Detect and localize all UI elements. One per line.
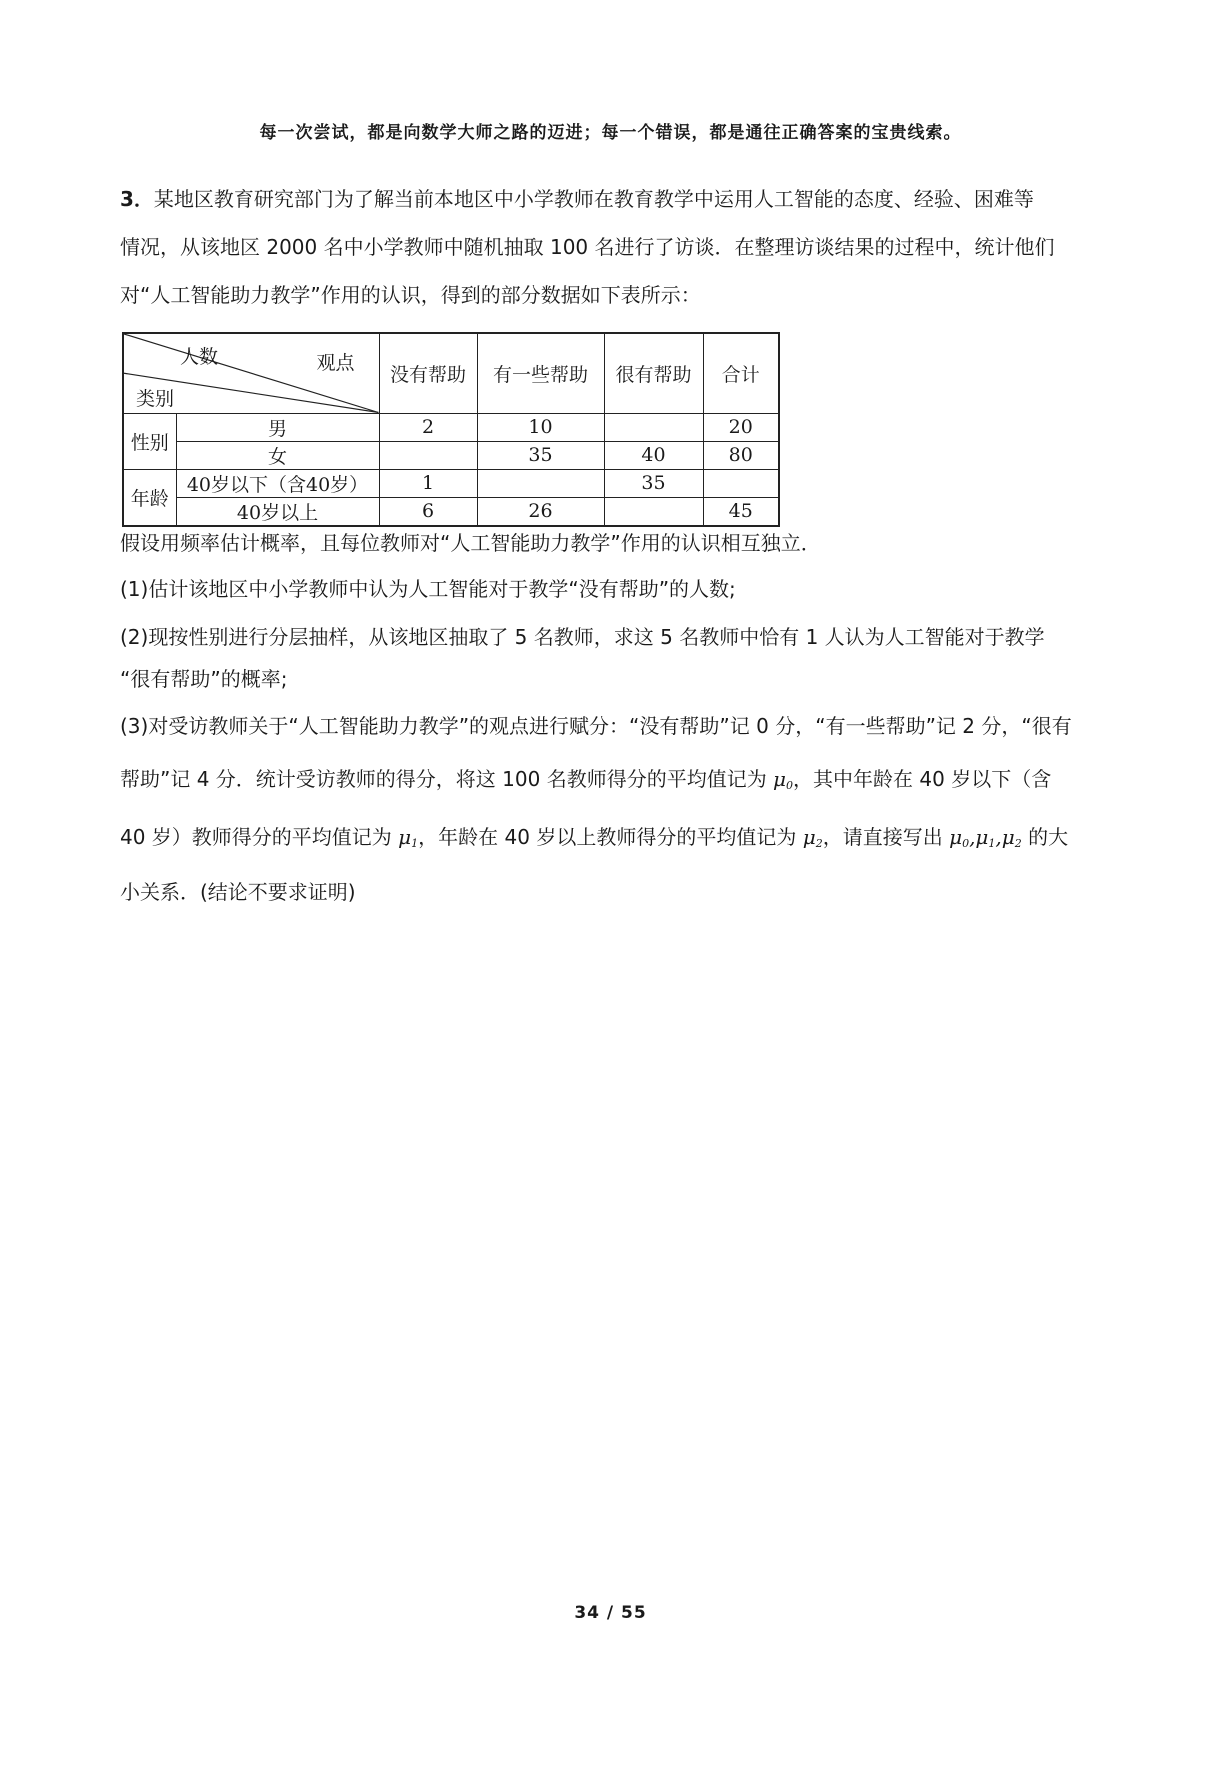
question-intro-line-1: 3．某地区教育研究部门为了解当前本地区中小学教师在教育教学中运用人工智能的态度、经验、困难等 bbox=[120, 187, 1034, 211]
part-1: (1)估计该地区中小学教师中认为人工智能对于教学“没有帮助”的人数; bbox=[120, 577, 736, 601]
cell: 80 bbox=[703, 441, 779, 469]
cell bbox=[379, 441, 477, 469]
table-row bbox=[123, 497, 779, 526]
cell: 26 bbox=[477, 497, 604, 526]
cell bbox=[477, 469, 604, 497]
header-some-help: 有一些帮助 bbox=[477, 333, 604, 413]
mu-2-symbol: $\mu_2$ bbox=[802, 825, 823, 850]
assumption-text: 假设用频率估计概率，且每位教师对“人工智能助力教学”作用的认识相互独立． bbox=[120, 531, 821, 555]
row-label: 男 bbox=[176, 413, 379, 441]
row-label: 40岁以上 bbox=[176, 497, 379, 526]
question-intro-line-2: 情况，从该地区 2000 名中小学教师中随机抽取 100 名进行了访谈．在整理访谈结果的过程中，统计他们 bbox=[120, 235, 1055, 259]
page-number: 34 / 55 bbox=[574, 1603, 647, 1623]
part-3-line-4: 小关系．(结论不要求证明) bbox=[120, 880, 356, 904]
part-3-line-3: 40 岁）教师得分的平均值记为 $\mu_1$，年龄在 40 岁以上教师得分的平均值记为 $\mu_2$，请直接写出 $\mu_0,\mu_1,\mu_2$ 的大 bbox=[120, 825, 1069, 850]
diag-label-opinion: 观点 bbox=[316, 352, 355, 374]
cell bbox=[604, 413, 703, 441]
cell: 45 bbox=[703, 497, 779, 526]
cell: 1 bbox=[379, 469, 477, 497]
table-row bbox=[123, 441, 779, 469]
header-motto: 每一次尝试，都是向数学大师之路的迈进；每一个错误，都是通往正确答案的宝贵线索。 bbox=[259, 123, 962, 143]
diag-label-category: 类别 bbox=[136, 388, 175, 410]
table-row bbox=[123, 413, 779, 441]
row-label: 女 bbox=[176, 441, 379, 469]
cell: 2 bbox=[379, 413, 477, 441]
cell: 40 bbox=[604, 441, 703, 469]
row-label: 40岁以下（含40岁） bbox=[176, 469, 379, 497]
cell bbox=[604, 497, 703, 526]
table-diagonal-header bbox=[123, 333, 379, 413]
group-gender: 性别 bbox=[123, 413, 176, 469]
cell bbox=[703, 469, 779, 497]
part-2-line-1: (2)现按性别进行分层抽样，从该地区抽取了 5 名教师，求这 5 名教师中恰有 1 人认为人工智能对于教学 bbox=[120, 625, 1045, 649]
part-3-line-2: 帮助”记 4 分．统计受访教师的得分，将这 100 名教师得分的平均值记为 $\mu_0$，其中年龄在 40 岁以下（含 bbox=[120, 767, 1052, 792]
mu-1-symbol: $\mu_1$ bbox=[398, 825, 419, 850]
question-block bbox=[120, 186, 1100, 309]
data-table bbox=[122, 332, 778, 524]
mu-triple-symbol: $\mu_0,\mu_1,\mu_2$ bbox=[949, 825, 1022, 850]
cell: 35 bbox=[477, 441, 604, 469]
header-much-help: 很有帮助 bbox=[604, 333, 703, 413]
part-2-line-2: “很有帮助”的概率; bbox=[120, 667, 288, 691]
question-intro-line-3: 对“人工智能助力教学”作用的认识，得到的部分数据如下表所示： bbox=[120, 283, 701, 307]
part-3-line-1: (3)对受访教师关于“人工智能助力教学”的观点进行赋分：“没有帮助”记 0 分，“有一些帮助”记 2 分，“很有 bbox=[120, 714, 1072, 738]
header-no-help: 没有帮助 bbox=[379, 333, 477, 413]
question-number: 3． bbox=[120, 187, 154, 211]
table-row bbox=[123, 469, 779, 497]
question-parts bbox=[120, 530, 1100, 906]
diag-label-count: 人数 bbox=[180, 346, 219, 368]
cell: 20 bbox=[703, 413, 779, 441]
header-total: 合计 bbox=[703, 333, 779, 413]
cell: 6 bbox=[379, 497, 477, 526]
group-age: 年龄 bbox=[123, 469, 176, 526]
mu-0-symbol: $\mu_0$ bbox=[773, 767, 794, 792]
cell: 35 bbox=[604, 469, 703, 497]
cell: 10 bbox=[477, 413, 604, 441]
